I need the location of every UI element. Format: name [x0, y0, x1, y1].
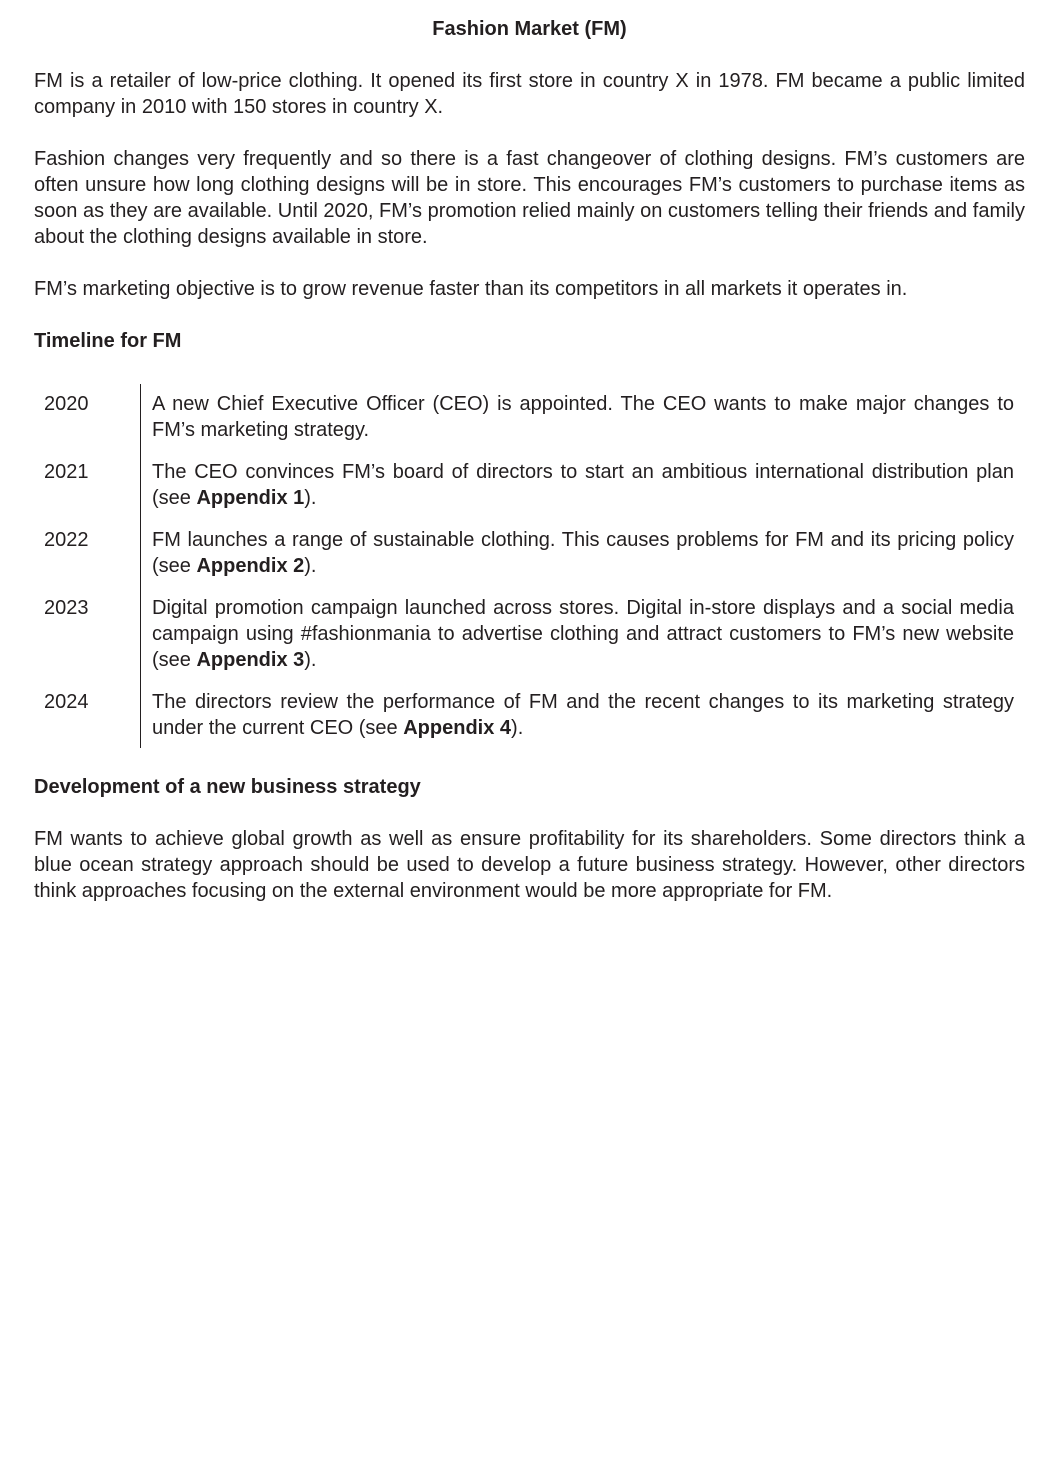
document-page	[34, 16, 1025, 904]
timeline-row-2022	[34, 527, 1025, 579]
timeline-event-text: A new Chief Executive Officer (CEO) is appointed. The CEO wants to make major changes to FM’s marketing strategy.	[152, 393, 1014, 441]
timeline-row-2020	[34, 391, 1025, 443]
timeline-divider-line	[140, 384, 141, 748]
timeline-event-closing: ).	[304, 487, 317, 509]
timeline-event-text: Digital promotion campaign launched across stores. Digital in-store displays and a social media campaign using #fashionmania to advertise clothing and attract customers to FM’s new website (see	[152, 597, 1014, 671]
intro-paragraph-3: FM’s marketing objective is to grow revenue faster than its competitors in all markets it operates in.	[34, 278, 908, 300]
timeline-event-closing: ).	[304, 649, 317, 671]
timeline-row-2021	[34, 459, 1025, 511]
timeline-year: 2024	[44, 691, 89, 713]
development-paragraph: FM wants to achieve global growth as well as ensure profitability for its shareholders. Some directors think a blue ocean strategy approach should be used to develop a future business strategy. However, other directors think approaches focusing on the external environment would be more appropriate for FM.	[34, 828, 1025, 902]
timeline-event	[142, 527, 1025, 579]
appendix-reference: Appendix 4	[403, 717, 512, 739]
appendix-reference: Appendix 3	[196, 649, 305, 671]
intro-paragraph-2: Fashion changes very frequently and so there is a fast changeover of clothing designs. FM’s customers are often unsure how long clothing designs will be in store. This encourages FM’s customers to purchase items as soon as they are available. Until 2020, FM’s promotion relied mainly on customers telling their friends and family about the clothing designs available in store.	[34, 148, 1025, 248]
timeline-table	[34, 384, 1025, 748]
timeline-event-text: The directors review the performance of FM and the recent changes to its marketing strategy under the current CEO (see	[152, 691, 1014, 739]
timeline-event	[142, 459, 1025, 511]
timeline-heading: Timeline for FM	[34, 330, 182, 352]
timeline-row-2023	[34, 595, 1025, 673]
timeline-event	[142, 391, 1025, 443]
document-title: Fashion Market (FM)	[432, 18, 627, 40]
timeline-row-2024	[34, 689, 1025, 741]
development-heading: Development of a new business strategy	[34, 776, 421, 798]
timeline-event	[142, 595, 1025, 673]
timeline-year: 2022	[44, 529, 89, 551]
intro-paragraph-1: FM is a retailer of low-price clothing. It opened its first store in country X in 1978. FM became a public limited company in 2010 with 150 stores in country X.	[34, 70, 1025, 118]
timeline-event-closing: ).	[511, 717, 524, 739]
timeline-year: 2020	[44, 393, 89, 415]
timeline-year: 2023	[44, 597, 89, 619]
timeline-year: 2021	[44, 461, 89, 483]
timeline-event	[142, 689, 1025, 741]
timeline-event-text: The CEO convinces FM’s board of directors to start an ambitious international distribution plan (see	[152, 461, 1014, 509]
appendix-reference: Appendix 2	[196, 555, 305, 577]
timeline-event-closing: ).	[304, 555, 317, 577]
timeline-event-text: FM launches a range of sustainable clothing. This causes problems for FM and its pricing policy (see	[152, 529, 1014, 577]
appendix-reference: Appendix 1	[196, 487, 305, 509]
